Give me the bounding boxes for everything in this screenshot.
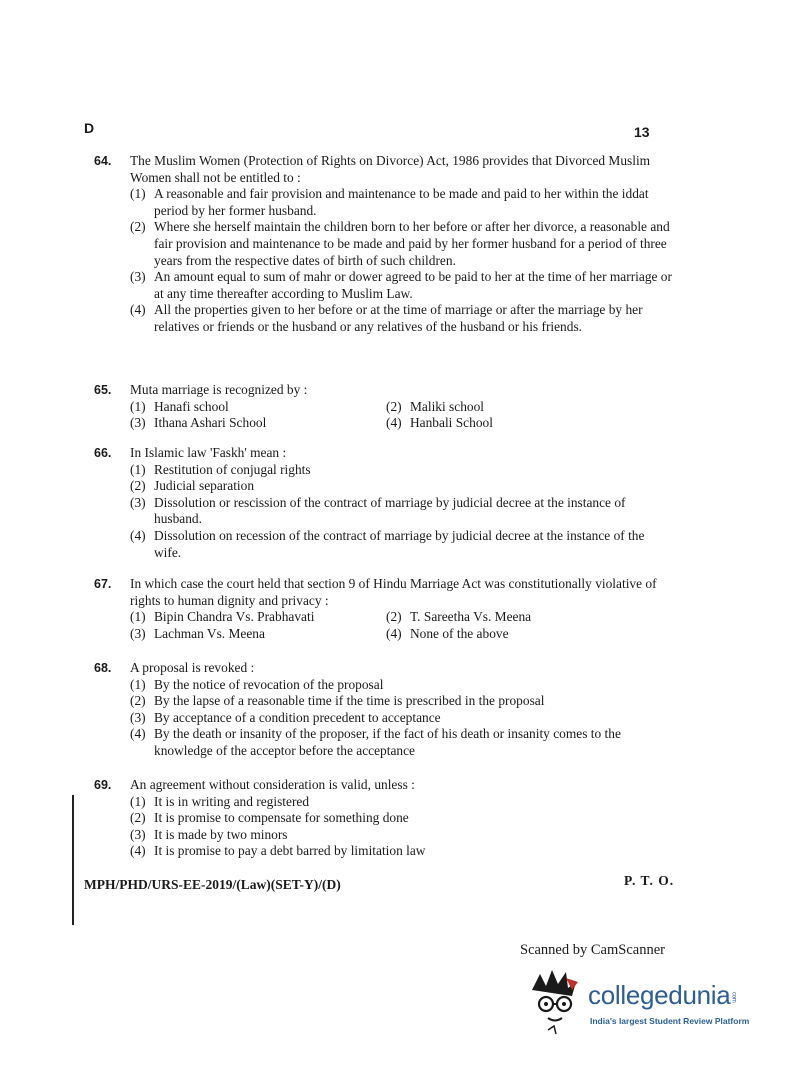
option-number: (2) <box>386 609 402 625</box>
option-text: Hanbali School <box>410 415 493 431</box>
option <box>130 302 674 335</box>
option-number: (2) <box>386 398 402 414</box>
option-number: (2) <box>130 810 146 826</box>
pto-label: P. T. O. <box>624 873 675 888</box>
mascot-icon <box>532 970 578 1034</box>
option-number: (3) <box>130 826 146 842</box>
option-text: Restitution of conjugal rights <box>154 461 311 477</box>
option-text: Lachman Vs. Meena <box>154 625 265 641</box>
option-row <box>130 399 674 416</box>
question-text: An agreement without consideration is valid, unless : <box>130 777 415 792</box>
option-text: It is promise to compensate for something done <box>154 810 409 826</box>
question-text: The Muslim Women (Protection of Rights on Divorce) Act, 1986 provides that Divorced Muslim Women shall not be entitled to : <box>130 153 651 185</box>
question-69 <box>94 777 674 860</box>
option-number: (3) <box>130 415 146 431</box>
option-text: By acceptance of a condition precedent to acceptance <box>154 709 441 725</box>
option-number: (4) <box>386 625 402 641</box>
option-number: (3) <box>130 709 146 725</box>
margin-rule <box>72 795 74 925</box>
option-text: Bipin Chandra Vs. Prabhavati <box>154 609 315 625</box>
question-65 <box>94 382 674 432</box>
question-number: 65. <box>94 383 112 397</box>
question-67 <box>94 576 674 642</box>
paper-code: MPH/PHD/URS-EE-2019/(Law)(SET-Y)/(D) <box>84 877 341 892</box>
option-text: Judicial separation <box>154 478 255 494</box>
option <box>130 495 674 528</box>
option-number: (4) <box>130 726 146 742</box>
option-text: Maliki school <box>410 398 485 414</box>
option-number: (1) <box>130 793 146 809</box>
option-number: (1) <box>130 609 146 625</box>
option <box>130 399 386 416</box>
option <box>130 415 386 432</box>
option-text: T. Sareetha Vs. Meena <box>410 609 532 625</box>
option-number: (3) <box>130 494 146 510</box>
question-66 <box>94 445 674 561</box>
option-row <box>130 609 674 626</box>
brand-tagline: India's largest Student Review Platform <box>590 1016 750 1026</box>
option-number: (4) <box>130 527 146 543</box>
option-number: (3) <box>130 269 146 285</box>
option-number: (2) <box>130 478 146 494</box>
option <box>130 794 674 811</box>
option-text: A reasonable and fair provision and maintenance to be made and paid to her within the iddat period by her former husband. <box>154 186 649 218</box>
option-text: It is in writing and registered <box>154 793 310 809</box>
question-64 <box>94 153 674 336</box>
option <box>130 843 674 860</box>
option <box>130 677 674 694</box>
option-text: An amount equal to sum of mahr or dower agreed to be paid to her at the time of her marriage or at any time thereafter according to Muslim Law. <box>154 269 672 301</box>
scanned-by-label: Scanned by CamScanner <box>520 942 665 958</box>
option <box>130 528 674 561</box>
option <box>130 478 674 495</box>
option <box>130 693 674 710</box>
brand-suffix: com <box>730 991 737 1003</box>
question-number: 69. <box>94 778 112 792</box>
option <box>386 399 642 416</box>
option <box>130 726 674 759</box>
option <box>386 609 642 626</box>
option <box>130 269 674 302</box>
question-text: In Islamic law 'Faskh' mean : <box>130 445 287 460</box>
option-number: (4) <box>130 302 146 318</box>
option-text: Ithana Ashari School <box>154 415 267 431</box>
page-number: 13 <box>634 124 650 140</box>
question-number: 67. <box>94 577 112 591</box>
option-number: (1) <box>130 186 146 202</box>
option-text: By the death or insanity of the proposer, if the fact of his death or insanity comes to the knowledge of the acceptor before the acceptance <box>154 726 621 758</box>
option <box>130 462 674 479</box>
option <box>130 609 386 626</box>
option-number: (3) <box>130 625 146 641</box>
option-text: By the notice of revocation of the proposal <box>154 676 384 692</box>
option-text: All the properties given to her before or at the time of marriage or after the marriage by her relatives or friends or the husband or any relatives of the husband or his friends. <box>154 302 643 334</box>
set-letter: D <box>84 120 95 136</box>
brand-text: collegedunia <box>588 980 731 1010</box>
option <box>386 626 642 643</box>
option <box>130 186 674 219</box>
option-text: It is promise to pay a debt barred by limitation law <box>154 843 426 859</box>
question-text: Muta marriage is recognized by : <box>130 382 308 397</box>
question-number: 64. <box>94 154 112 168</box>
option-row <box>130 415 674 432</box>
option-number: (4) <box>130 843 146 859</box>
question-number: 66. <box>94 446 112 460</box>
option-number: (2) <box>130 219 146 235</box>
option-number: (1) <box>130 461 146 477</box>
option <box>130 710 674 727</box>
option-text: It is made by two minors <box>154 826 288 842</box>
question-68 <box>94 660 674 760</box>
option <box>130 810 674 827</box>
option-number: (2) <box>130 693 146 709</box>
option-number: (1) <box>130 676 146 692</box>
option <box>130 219 674 269</box>
question-text: In which case the court held that section 9 of Hindu Marriage Act was constitutionally violative of rights to human dignity and privacy : <box>130 576 657 608</box>
option-text: None of the above <box>410 625 509 641</box>
option-number: (1) <box>130 398 146 414</box>
option <box>130 827 674 844</box>
option-row <box>130 626 674 643</box>
option-text: By the lapse of a reasonable time if the time is prescribed in the proposal <box>154 693 545 709</box>
collegedunia-wordmark <box>588 980 736 1011</box>
option-number: (4) <box>386 415 402 431</box>
option-text: Dissolution on recession of the contract of marriage by judicial decree at the instance of the wife. <box>154 527 645 560</box>
question-text: A proposal is revoked : <box>130 660 255 675</box>
option-text: Hanafi school <box>154 398 229 414</box>
option <box>386 415 642 432</box>
option <box>130 626 386 643</box>
option-text: Dissolution or rescission of the contract of marriage by judicial decree at the instance of husband. <box>154 494 626 527</box>
option-text: Where she herself maintain the children born to her before or after her divorce, a reasonable and fair provision and maintenance to be made and paid by her former husband for a period of three years from the respective dates of birth of such children. <box>154 219 670 268</box>
question-number: 68. <box>94 661 112 675</box>
